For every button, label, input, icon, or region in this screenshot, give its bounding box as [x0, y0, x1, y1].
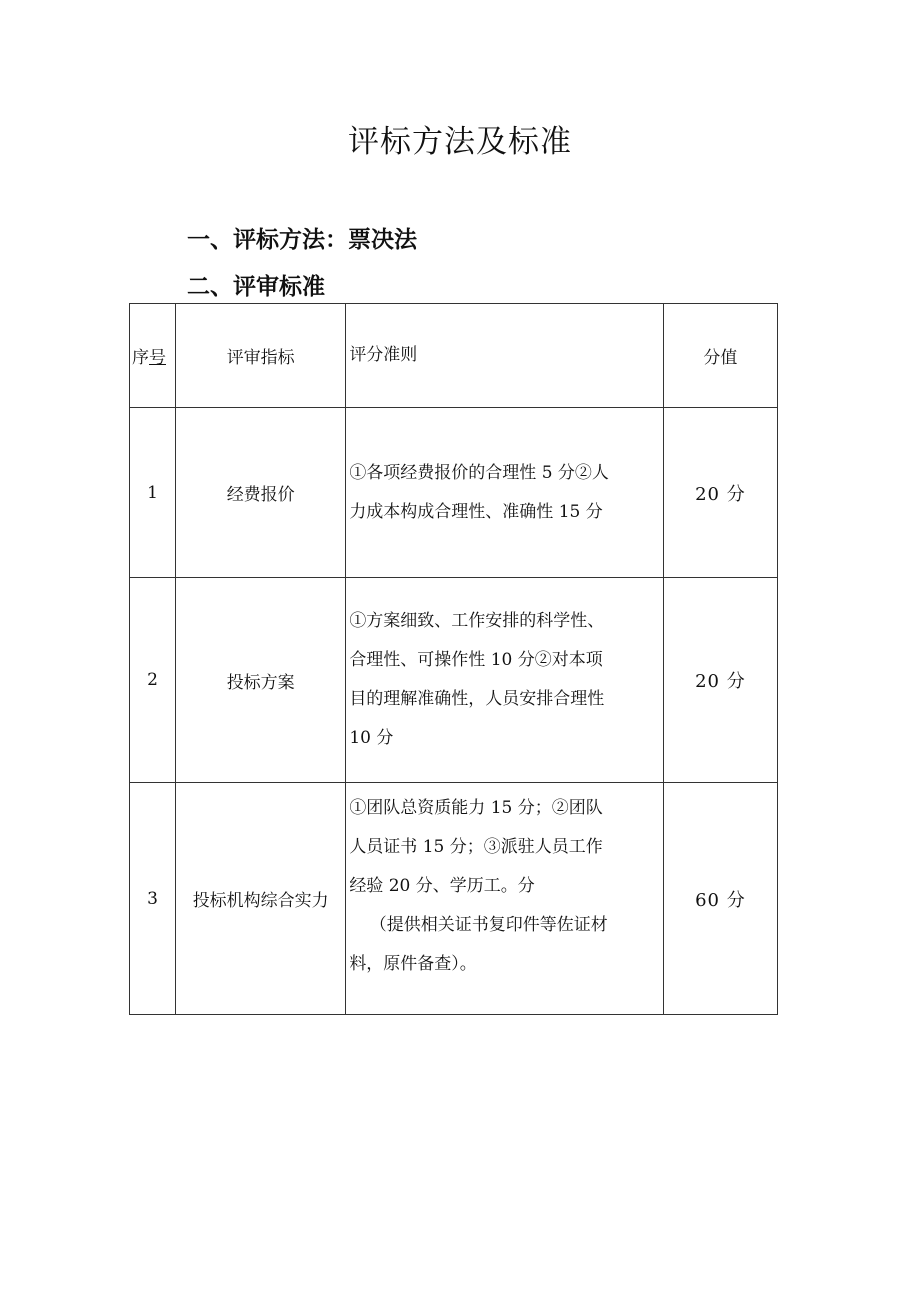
row-score: 20 分 — [663, 578, 777, 783]
header-indicator: 评审指标 — [176, 304, 346, 408]
header-rule: 评分准则 — [346, 304, 663, 408]
row-score: 20 分 — [663, 408, 777, 578]
criteria-table — [129, 303, 778, 1015]
rule-line: ①团队总资质能力 15 分；②团队 — [349, 798, 603, 818]
row-indicator: 经费报价 — [176, 408, 346, 578]
row-rule — [346, 578, 663, 783]
page-title: 评标方法及标准 — [348, 124, 572, 160]
table-row — [130, 408, 778, 578]
row-rule — [346, 783, 663, 1015]
header-number-prefix: 序 — [132, 348, 149, 368]
header-score: 分值 — [663, 304, 777, 408]
header-number — [130, 304, 176, 408]
table-header-row — [130, 304, 778, 408]
section-heading-method: 一、评标方法：票决法 — [187, 227, 417, 253]
rule-line: （提供相关证书复印件等佐证材 — [369, 915, 608, 935]
rule-line: 料，原件备查）。 — [349, 954, 477, 974]
rule-line: ①各项经费报价的合理性 5 分②人 — [349, 462, 609, 483]
row-indicator: 投标方案 — [176, 578, 346, 783]
rule-line: 力成本构成合理性、准确性 15 分 — [349, 501, 603, 522]
rule-line: 目的理解准确性，人员安排合理性 — [349, 689, 605, 709]
section-heading-criteria: 二、评审标准 — [187, 274, 325, 300]
row-number: 2 — [130, 578, 176, 783]
row-score: 60 分 — [663, 783, 777, 1015]
header-number-suffix: 号 — [149, 348, 166, 368]
rule-line: 合理性、可操作性 10 分②对本项 — [349, 650, 603, 670]
table-row — [130, 578, 778, 783]
rule-line: ①方案细致、工作安排的科学性、 — [349, 611, 605, 631]
row-indicator: 投标机构综合实力 — [176, 783, 346, 1015]
row-rule — [346, 408, 663, 578]
row-number: 1 — [130, 408, 176, 578]
rule-line: 人员证书 15 分；③派驻人员工作 — [349, 837, 603, 857]
rule-line: 10 分 — [349, 728, 394, 748]
row-number: 3 — [130, 783, 176, 1015]
rule-line: 经验 20 分、学历工。分 — [349, 876, 535, 896]
table-row — [130, 783, 778, 1015]
